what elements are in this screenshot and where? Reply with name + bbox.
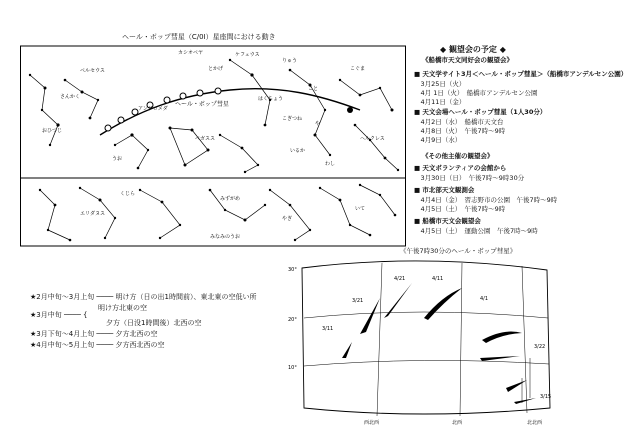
label-eridanus: エリダヌス <box>80 211 106 217</box>
date-label: 3/11 <box>322 326 334 332</box>
schedule-line: 4月11日（金） <box>414 98 466 106</box>
schedule-line: 3月30日（日） 午後7時〜9時30分 <box>414 174 525 182</box>
date-label: 3/21 <box>352 298 364 304</box>
comet-tails <box>342 283 536 404</box>
label-ursa-minor: こぐま <box>350 66 366 72</box>
path-chart-title: 《午後7時30分のヘール・ボップ彗星》 <box>400 247 517 255</box>
label-lyra: こと <box>308 86 319 92</box>
schedule-title: ◆ 観望会の予定 ◆ <box>440 45 506 54</box>
label-draco: りゅう <box>282 58 298 64</box>
schedule-line: ■ 船橋市天文会観望会 <box>414 217 481 225</box>
alt-label: 10° <box>288 365 297 371</box>
schedule-line: 4月4日（金） 習志野市の公園 午後7時〜9時 <box>414 196 558 204</box>
label-aries: おひつじ <box>42 128 63 134</box>
comet-position <box>105 125 111 131</box>
schedule-line: 《その他主催の観望会》 <box>422 152 494 160</box>
date-label: 3/22 <box>534 344 546 350</box>
schedule-line: ■ 天文ボランティアの会館から <box>414 164 507 172</box>
schedule-line: ■ 天文会場ヘール・ボップ彗星（1人30分） <box>414 108 547 116</box>
schedule-line: ■ 天文学サイト3月＜ヘール・ボップ彗星＞（船橋市アンデルセン公園） <box>414 70 627 78</box>
label-andromeda: アンドロメダ <box>138 106 168 112</box>
label-perseus: ペルセウス <box>80 68 105 74</box>
label-delphinus: いるか <box>290 148 306 154</box>
dir-label: 西北西 <box>364 420 380 426</box>
legend-item: ★2月中旬〜3月上旬 ──── 明け方（日の出1時間前）、東北東の空低い所 <box>30 293 257 301</box>
schedule-line: 4月 1日（火） 船橋市アンデルセン公園 <box>414 89 538 97</box>
chart-frame <box>302 261 550 414</box>
schedule-line: 3月25日（火） <box>414 80 466 88</box>
label-comet: ヘール・ボップ彗星 <box>175 101 229 108</box>
schedule-line: 4月2日（水） 船橋市天文台 <box>414 118 504 126</box>
label-triangulum: さんかく <box>60 94 81 100</box>
label-cygnus: はくちょう <box>258 96 284 102</box>
alt-label: 20° <box>288 317 297 323</box>
altitude-line <box>304 360 549 366</box>
schedule-line: 4月9日（水） <box>414 136 462 144</box>
star-map <box>20 40 408 270</box>
legend-item: 明け方北東の空 <box>98 304 147 312</box>
comet-path-chart <box>282 258 572 430</box>
schedule-line: 4月5日（土） 午後7時〜9時 <box>414 205 506 213</box>
legend-item: ★3月下旬〜4月上旬 ──── 夕方北西の空 <box>30 330 158 338</box>
label-vulpecula: こぎつね <box>282 116 303 122</box>
schedule-line: 4月8日（火） 午後7時〜9時 <box>414 127 506 135</box>
dir-label: 北西 <box>452 420 463 426</box>
label-sagitta: や <box>315 121 321 127</box>
star-icon: ★ <box>30 330 37 338</box>
dir-label: 北北西 <box>527 420 543 426</box>
azimuth-line <box>522 266 527 413</box>
label-capricornus: やぎ <box>282 216 293 222</box>
label-cetus: くじら <box>120 191 136 197</box>
legend-item: ★3月中旬 ──── { <box>30 311 88 319</box>
schedule-panel <box>412 44 627 259</box>
star-icon: ★ <box>30 293 37 301</box>
azimuth-line <box>377 263 382 416</box>
schedule-line: 《船橋市天文同好会の観望会》 <box>422 56 513 64</box>
comet-position <box>164 97 170 103</box>
star-map-title: ヘール・ボップ彗星（C/0I）星座間における動き <box>122 33 276 41</box>
azimuth-line <box>460 263 462 416</box>
date-label: 4/21 <box>394 276 406 282</box>
comet-position <box>215 88 221 94</box>
schedule-line: 4月5日（土） 運動公園 午後7時〜9時 <box>414 227 538 235</box>
legend-item: ★4月中旬〜5月上旬 ──── 夕方西北西の空 <box>30 341 165 349</box>
label-aquila: わし <box>325 161 336 167</box>
label-lacerta: とかげ <box>208 66 224 72</box>
date-label: 4/1 <box>480 296 489 302</box>
schedule-line: ■ 市北部天文観測会 <box>414 186 475 194</box>
label-aquarius: みずがめ <box>220 196 241 202</box>
legend-item: 夕方（日没1時間後）北西の空 <box>106 319 202 327</box>
label-pisces: うお <box>112 156 123 162</box>
label-piscis-austrinus: みなみのうお <box>210 234 241 240</box>
label-hercules: ヘルクレス <box>360 136 385 142</box>
label-cepheus: ケフェウス <box>235 52 260 58</box>
label-sagittarius: いて <box>355 206 366 212</box>
comet-position <box>180 93 186 99</box>
date-label: 3/15 <box>540 394 552 400</box>
alt-label: 30° <box>288 267 297 273</box>
label-pegasus: ペガスス <box>195 136 216 142</box>
comet-position <box>197 90 203 96</box>
label-cassiopeia: カシオペヤ <box>178 50 204 56</box>
date-label: 4/11 <box>432 276 444 282</box>
star-map-frame <box>21 46 406 246</box>
star-icon: ★ <box>30 341 37 349</box>
star-icon: ★ <box>30 311 37 319</box>
comet-position <box>118 117 124 123</box>
